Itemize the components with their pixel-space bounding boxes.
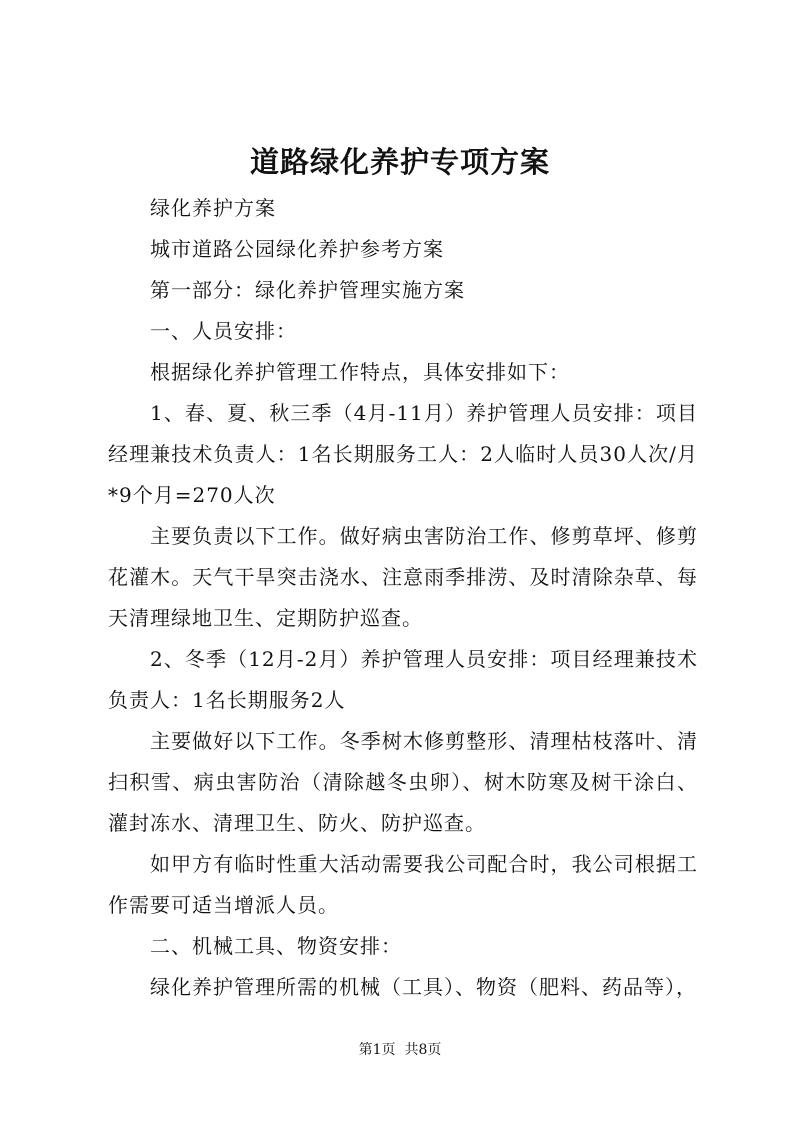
document-title: 道路绿化养护专项方案: [249, 145, 550, 179]
document-body: [108, 188, 698, 1008]
paragraph: 绿化养护管理所需的机械（工具）、物资（肥料、药品等），: [150, 975, 697, 999]
paragraph: 主要负责以下工作。做好病虫害防治工作、修剪草坪、修剪花灌木。天气干旱突击浇水、注意雨季排涝、及时清除杂草、每天清理绿地卫生、定期防护巡查。: [108, 524, 698, 630]
paragraph: 1、春、夏、秋三季（4月-11月）养护管理人员安排：项目经理兼技术负责人：1名长期服务工人：2人临时人员30人次/月*9个月=270人次: [108, 401, 698, 507]
paragraph: 2、冬季（12月-2月）养护管理人员安排：项目经理兼技术负责人：1名长期服务2人: [108, 647, 698, 712]
page-footer: [0, 1040, 800, 1060]
paragraph: 绿化养护方案: [150, 196, 276, 220]
page-number: 第1页: [358, 1042, 396, 1058]
section-heading: 一、人员安排：: [150, 319, 297, 343]
paragraph: 第一部分：绿化养护管理实施方案: [150, 278, 465, 302]
paragraph: 如甲方有临时性重大活动需要我公司配合时，我公司根据工作需要可适当增派人员。: [108, 852, 698, 917]
paragraph: 主要做好以下工作。冬季树木修剪整形、清理枯枝落叶、清扫积雪、病虫害防治（清除越冬虫卵）、树木防寒及树干涂白、灌封冻水、清理卫生、防火、防护巡查。: [108, 729, 698, 835]
page-total: 共8页: [404, 1042, 442, 1058]
paragraph: 根据绿化养护管理工作特点，具体安排如下：: [150, 360, 570, 384]
section-heading: 二、机械工具、物资安排：: [150, 934, 402, 958]
paragraph: 城市道路公园绿化养护参考方案: [150, 237, 444, 261]
